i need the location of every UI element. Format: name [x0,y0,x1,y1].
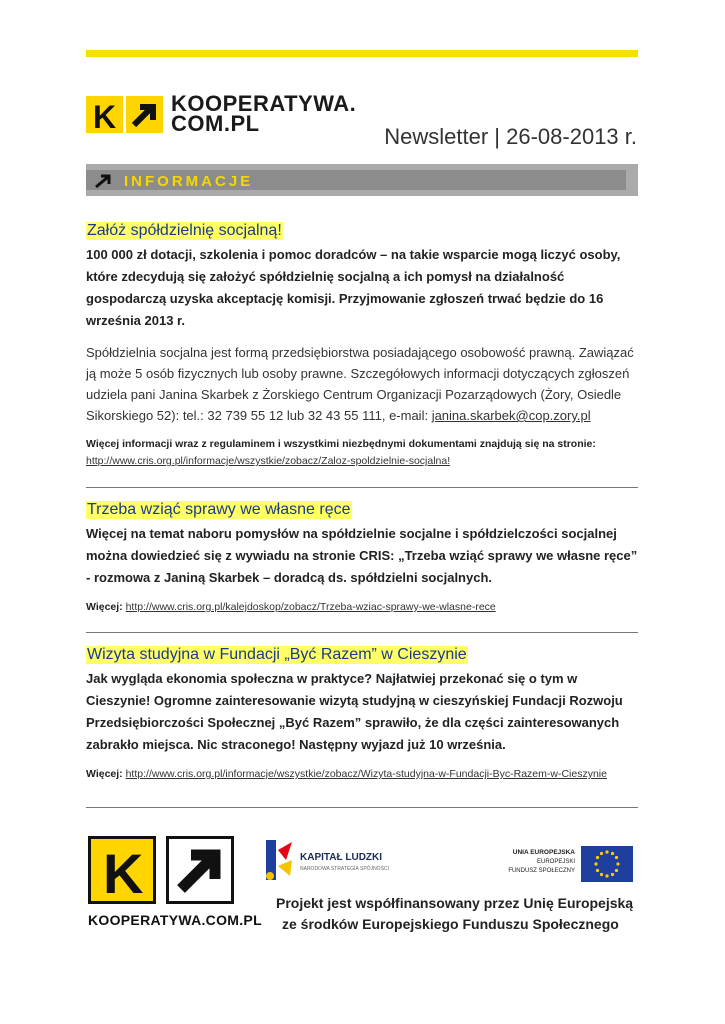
newsletter-date: Newsletter | 26-08-2013 r. [384,124,637,149]
top-yellow-rule [86,50,638,57]
divider [86,807,638,808]
logo-line-2: COM.PL [171,111,260,136]
footer-logo-boxes [88,836,262,904]
eu-text [508,848,575,876]
section-label: INFORMACJE [124,173,254,190]
article-1 [86,222,638,470]
divider [86,487,638,488]
more-info-label: Więcej informacji wraz z regulaminem i wszystkimi niezbędnymi dokumentami znajdują się na stronie: [86,438,596,450]
article-headline: Trzeba wziąć sprawy we własne ręce [87,501,351,518]
kapital-ludzki-title: KAPITAŁ LUDZKI [300,852,383,863]
article-body-text: Spółdzielnia socjalna jest formą przedsiębiorstwa posiadającego osobowość prawną. Zawiązać ją może 5 osób fizycznych lub osoby prawne. Szczegółowych informacji dotyczących zgłoszeń udziela pani Janina Skarbek z Żorskiego Centrum Organizacji Pozarządowych (Żory, Osiedle Sikorskiego 52): tel.: 32 739 55 12 lub 32 43 55 111, e-mail: [86,345,634,423]
logo-k-letter: K [93,98,117,135]
email-link[interactable]: janina.skarbek@cop.zory.pl [431,408,591,423]
article-link[interactable]: http://www.cris.org.pl/kalejdoskop/zobacz/Trzeba-wziac-sprawy-we-wlasne-rece [125,601,496,613]
eu-line-1: UNIA EUROPEJSKA [512,849,575,856]
kapital-ludzki-icon [262,838,296,884]
more-info [86,599,638,616]
more-info [86,766,638,783]
arrow-icon [126,96,163,133]
article-2 [86,501,638,616]
kapital-ludzki-subtitle: NARODOWA STRATEGIA SPÓJNOŚCI [300,866,389,872]
eu-flag-icon [581,846,633,882]
logo-k-box [86,96,123,133]
article-lead: Więcej na temat naboru pomysłów na spółdzielnie socjalne i spółdzielczości socjalnej można dowiedzieć się z wywiadu na stronie CRIS: „Trzeba wziąć sprawy we własne ręce” - rozmowa z Janiną Skarbek – doradcą ds. spółdzielni socjalnych. [86,526,638,585]
more-info [86,436,638,470]
divider [86,632,638,633]
kapital-ludzki-logo [262,838,402,884]
article-headline: Wizyta studyjna w Fundacji „Być Razem” w Cieszynie [87,646,467,663]
footer-logo-k-box [88,836,156,904]
footer-logo-k-letter: K [103,842,144,905]
article-3 [86,646,638,783]
more-info-label: Więcej: [86,601,126,613]
article-lead: 100 000 zł dotacji, szkolenia i pomoc doradców – na takie wsparcie mogą liczyć osoby, które zdecydują się założyć spółdzielnię socjalną a ich pomysł na działalność gospodarczą uzyska akceptację komisji. Przyjmowanie zgłoszeń trwać będzie do 16 września 2013 r. [86,247,621,328]
logo-wordmark [171,91,357,136]
logo-line-1: KOOPERATYWA. [171,91,357,116]
eu-line-2: EUROPEJSKI [536,859,575,865]
eu-line-3: FUNDUSZ SPOŁECZNY [508,868,575,874]
arrow-icon [94,173,116,189]
article-body [86,342,638,426]
kooperatywa-logo[interactable] [86,93,356,135]
footer-kooperatywa-logo [88,836,262,928]
project-funding-note [276,893,633,935]
more-info-label: Więcej: [86,768,126,780]
eu-logo [480,846,635,882]
project-line-2: ze środków Europejskiego Funduszu Społecznego [282,916,619,932]
article-headline: Załóż spółdzielnię socjalną! [87,222,282,239]
project-line-1: Projekt jest współfinansowany przez Unię Europejską [276,895,634,911]
article-link[interactable]: http://www.cris.org.pl/informacje/wszystkie/zobacz/Zaloz-spoldzielnie-socjalna! [86,455,451,467]
arrow-icon [166,836,234,904]
section-header-informacje [86,164,638,196]
article-link[interactable]: http://www.cris.org.pl/informacje/wszystkie/zobacz/Wizyta-studyjna-w-Fundacji-Byc-Razem-w-Cieszynie [125,768,607,780]
article-lead: Jak wygląda ekonomia społeczna w praktyce? Najłatwiej przekonać się o tym w Cieszynie! Ogromne zainteresowanie wizytą studyjną w cieszyńskiej Fundacji Rozwoju Przedsiębiorczości Społecznej „Być Razem” sprawiło, że dla części zainteresowanych zabrakło miejsca. Nic straconego! Następny wyjazd już 10 września. [86,671,623,752]
footer-logo-name: KOOPERATYWA.COM.PL [88,912,262,928]
